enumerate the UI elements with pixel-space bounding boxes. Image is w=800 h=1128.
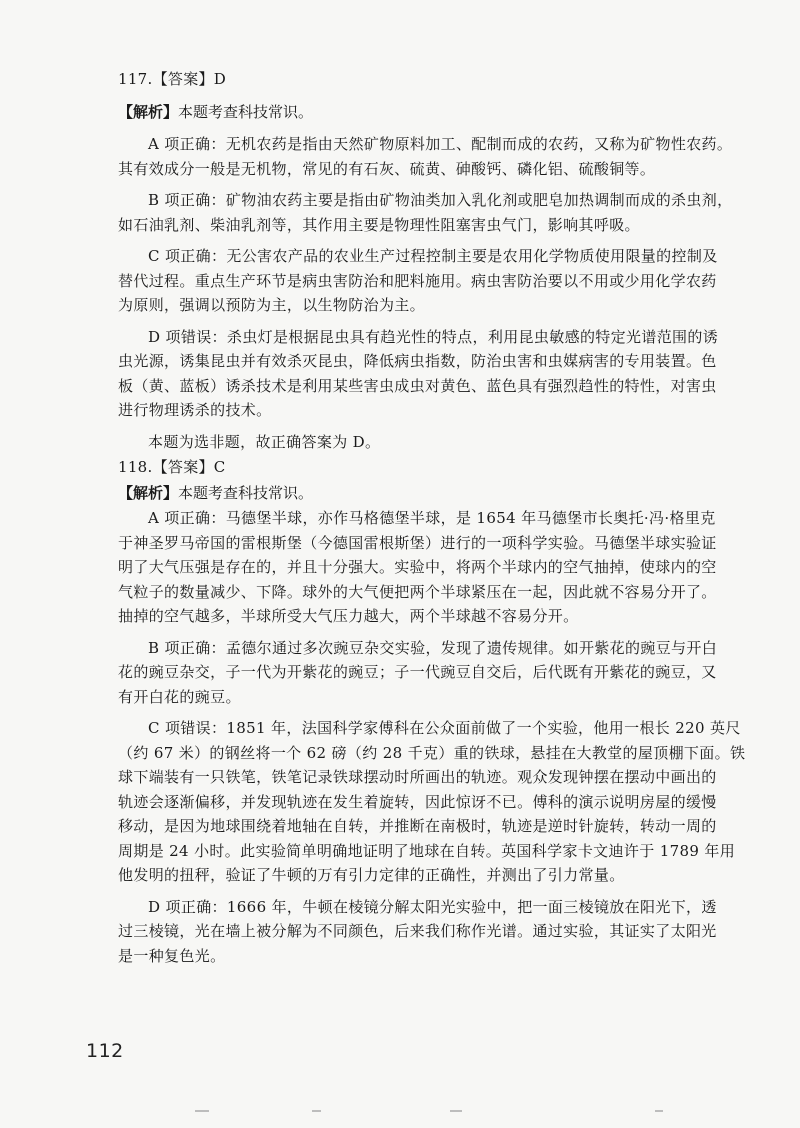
q117-option-a (118, 132, 733, 181)
scan-speck (312, 1110, 321, 1112)
q117-option-d-line: 虫光源，诱集昆虫并有效杀灭昆虫，降低病虫指数，防治虫害和虫媒病害的专用装置。色 (118, 352, 717, 370)
q118-option-a-line: A 项正确：马德堡半球，亦作马格德堡半球，是 1654 年马德堡市长奥托·冯·格里克 (148, 509, 716, 527)
q117-option-d-line: 板（黄、蓝板）诱杀技术是利用某些害虫成虫对黄色、蓝色具有强烈趋性的特性，对害虫 (118, 376, 717, 395)
q118-option-a-line: 明了大气压强是存在的，并且十分强大。实验中，将两个半球内的空气抽掉，使球内的空 (118, 558, 717, 576)
q117-option-a-line: 其有效成分一般是无机物，常见的有石灰、硫黄、砷酸钙、磷化铝、硫酸铜等。 (118, 159, 656, 178)
q117-analysis-line (118, 99, 718, 125)
q118-option-d (118, 895, 718, 969)
q117-option-c-line: 为原则，强调以预防为主，以生物防治为主。 (118, 296, 426, 314)
q118-option-c-line: 轨迹会逐渐偏移，并发现轨迹在发生着旋转，因此惊讶不已。傅科的演示说明房屋的缓慢 (118, 792, 717, 811)
q118-analysis-text: 本题考查科技常识。 (178, 484, 314, 502)
q117-option-b-line: 如石油乳剂、柴油乳剂等，其作用主要是物理性阻塞害虫气门，影响其呼吸。 (118, 215, 640, 234)
q118-option-b-line: 有开白花的豌豆。 (118, 687, 241, 706)
q118-option-a (118, 506, 718, 629)
q117-option-d-line: D 项错误：杀虫灯是根据昆虫具有趋光性的特点，利用昆虫敏感的特定光谱范围的诱 (148, 327, 719, 346)
q118-option-b (118, 636, 718, 710)
q117-option-b (118, 188, 733, 237)
q118-analysis-line (118, 480, 718, 506)
q118-option-c-line: 移动，是因为地球围绕着地轴在自转，并推断在南极时，轨迹是逆时针旋转，转动一周的 (118, 817, 717, 835)
q117-option-c (118, 244, 718, 318)
page-content (118, 66, 746, 968)
q117-option-d-line: 进行物理诱杀的技术。 (118, 401, 272, 419)
q117-option-b-line: B 项正确：矿物油农药主要是指由矿物油类加入乳化剂或肥皂加热调制而成的杀虫剂， (148, 191, 733, 209)
q118-answer-heading: 118.【答案】C (118, 458, 226, 476)
q118-option-b-line: 花的豌豆杂交，子一代为开紫花的豌豆；子一代豌豆自交后，后代既有开紫花的豌豆，又 (118, 663, 717, 681)
q117-analysis-text: 本题考查科技常识。 (178, 103, 314, 121)
q117-option-c-line: 替代过程。重点生产环节是病虫害防治和肥料施用。病虫害防治要以不用或少用化学农药 (118, 271, 717, 290)
q118-option-c-line: （约 67 米）的钢丝将一个 62 磅（约 28 千克）重的铁球，悬挂在大教堂的屋顶棚下面。铁 (118, 743, 746, 762)
q117-option-a-line: A 项正确：无机农药是指由天然矿物原料加工、配制而成的农药，又称为矿物性农药。 (148, 135, 733, 153)
q118-option-c-line: C 项错误：1851 年，法国科学家傅科在公众面前做了一个实验，他用一根长 220 英尺 (148, 719, 741, 737)
q118-option-c (118, 716, 746, 888)
q117-answer-heading: 117.【答案】D (118, 70, 227, 88)
q118-option-c-line: 周期是 24 小时。此实验简单明确地证明了地球在自转。英国科学家卡文迪许于 1789 年用 (118, 841, 736, 860)
q117-option-c-line: C 项正确：无公害农产品的农业生产过程控制主要是农用化学物质使用限量的控制及 (148, 247, 718, 265)
q118-option-c-line: 他发明的扭秤，验证了牛顿的万有引力定律的正确性，并测出了引力常量。 (118, 866, 625, 884)
q118-option-d-line: 是一种复色光。 (118, 946, 226, 965)
scan-speck (195, 1110, 209, 1112)
page-number: 112 (86, 1040, 124, 1062)
q118-option-d-line: D 项正确：1666 年，牛顿在棱镜分解太阳光实验中，把一面三棱镜放在阳光下，透 (148, 897, 717, 916)
q118-option-a-line: 气粒子的数量减少、下降。球外的大气便把两个半球紧压在一起，因此就不容易分开了。 (118, 582, 717, 601)
q118-analysis-label: 【解析】 (118, 484, 179, 502)
scan-speck (655, 1110, 663, 1112)
q118-option-d-line: 过三棱镜，光在墙上被分解为不同颜色，后来我们称作光谱。通过实验，其证实了太阳光 (118, 922, 717, 940)
q117-conclusion: 本题为选非题，故正确答案为 D。 (148, 432, 381, 451)
q118-option-a-line: 于神圣罗马帝国的雷根斯堡（今德国雷根斯堡）进行的一项科学实验。马德堡半球实验证 (118, 533, 717, 552)
q118-option-a-line: 抽掉的空气越多，半球所受大气压力越大，两个半球越不容易分开。 (118, 607, 579, 625)
q118-option-c-line: 球下端装有一只铁笔，铁笔记录铁球摆动时所画出的轨迹。观众发现钟摆在摆动中画出的 (118, 768, 717, 786)
q117-analysis-label: 【解析】 (118, 103, 179, 121)
scan-speck (450, 1110, 462, 1112)
q118-option-b-line: B 项正确：孟德尔通过多次豌豆杂交实验，发现了遗传规律。如开紫花的豌豆与开白 (148, 638, 718, 657)
q117-option-d (118, 325, 718, 423)
